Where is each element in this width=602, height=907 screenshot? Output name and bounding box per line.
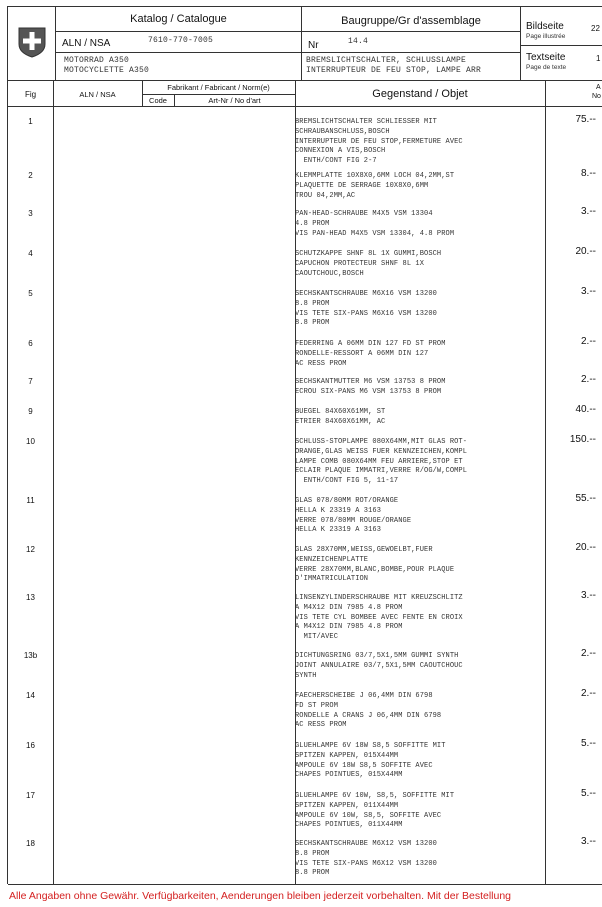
part-price: 2.-- (581, 374, 596, 385)
fig-number: 11 (26, 496, 35, 505)
part-description: GLAS 078/80MM ROT/ORANGE HELLA K 23319 A 3163 VERRE 078/80MM ROUGE/ORANGE HELLA K 23319 A 3163 (295, 497, 412, 535)
textseite-value: 1 (596, 54, 601, 63)
fig-number: 12 (26, 545, 35, 554)
part-description: PAN-HEAD-SCHRAUBE M4X5 VSM 13304 4.8 PROM VIS PAN-HEAD M4X5 VSM 13304, 4.8 PROM (295, 210, 455, 238)
part-price: 75.-- (575, 114, 596, 125)
bildseite-label: Bildseite (526, 21, 564, 32)
part-price: 5.-- (581, 788, 596, 799)
col-art-nr: Art-Nr / No d'art (208, 96, 261, 105)
disclaimer-text: Alle Angaben ohne Gewähr. Verfügbarkeiten, Aenderungen bleiben jederzeit vorbehalten. Mit der Bestellung (9, 890, 512, 902)
part-description: FEDERRING A 06MM DIN 127 FD ST PROM RONDELLE-RESSORT A 06MM DIN 127 AC RESS PROM (295, 340, 446, 368)
catalog-title: Katalog / Catalogue (130, 13, 227, 25)
nr-label: Nr (308, 40, 319, 51)
bildseite-sublabel: Page illustrée (526, 33, 566, 40)
part-price: 2.-- (581, 648, 596, 659)
swiss-cross-logo (17, 26, 47, 58)
col-aln: ALN / NSA (79, 90, 116, 99)
fig-number: 18 (26, 839, 35, 848)
logo-cell (8, 7, 56, 81)
part-price: 3.-- (581, 206, 596, 217)
part-price: 20.-- (575, 542, 596, 553)
group-name-de: BREMSLICHTSCHALTER, SCHLUSSLAMPE (306, 56, 467, 65)
fig-number: 13 (26, 593, 35, 602)
part-price: 2.-- (581, 688, 596, 699)
group-cell (302, 7, 521, 81)
part-description: GLUEHLAMPE 6V 10W, S8,5, SOFFITTE MIT SPITZEN KAPPEN, 011X44MM AMPOULE 6V 10W, S8,5, SOFFITE AVEC CHAPES POINTUES, 011X44MM (295, 792, 455, 830)
fig-number: 10 (26, 437, 35, 446)
col-fig: Fig (24, 90, 37, 99)
fig-number: 6 (28, 339, 33, 348)
part-description: SCHLUSS-STOPLAMPE 080X64MM,MIT GLAS ROT- ORANGE,GLAS WEISS FUER KENNZEICHEN,KOMPL LAMPE COMB 080X64MM FEU ARRIERE,STOP ET ECLAIR PLAQUE IMMATRI,VERRE R/OG/W,COMPL ENTH/CONT FIG 5, 11-17 (295, 438, 468, 486)
part-description: SECHSKANTSCHRAUBE M6X12 VSM 13200 8.8 PROM VIS TETE SIX-PANS M6X12 VSM 13200 8.8 PROM (295, 840, 437, 878)
fig-number: 4 (28, 249, 33, 258)
catalog-sheet (7, 6, 602, 884)
fig-number: 16 (26, 741, 35, 750)
part-description: SECHSKANTMUTTER M6 VSM 13753 8 PROM ECROU SIX-PANS M6 VSM 13753 8 PROM (295, 378, 446, 396)
fig-number: 1 (28, 117, 33, 126)
aln-label: ALN / NSA (62, 38, 111, 49)
fig-number: 14 (26, 691, 35, 700)
part-price: 20.-- (575, 246, 596, 257)
part-price: 3.-- (581, 836, 596, 847)
nr-value: 14.4 (348, 37, 369, 46)
part-price: 3.-- (581, 286, 596, 297)
col-manufacturer: Fabrikant / Fabricant / Norm(e) (167, 83, 270, 92)
part-description: BREMSLICHTSCHALTER SCHLIESSER MIT SCHRAUBANSCHLUSS,BOSCH INTERRUPTEUR DE FEU STOP,FERMETURE AVEC CONNEXION A VIS,BOSCH ENTH/CONT FIG 2-7 (295, 118, 463, 166)
page-info-cell (521, 7, 602, 81)
textseite-label: Textseite (526, 52, 566, 63)
part-description: GLUEHLAMPE 6V 18W S8,5 SOFFITTE MIT SPITZEN KAPPEN, 015X44MM AMPOULE 6V 18W S8,5 SOFFITE AVEC CHAPES POINTUES, 015X44MM (295, 742, 446, 780)
bildseite-value: 22 (591, 24, 600, 33)
part-description: DICHTUNGSRING 03/7,5X1,5MM GUMMI SYNTH JOINT ANNULAIRE 03/7,5X1,5MM CAOUTCHOUC SYNTH (295, 652, 463, 680)
fig-number: 17 (26, 791, 35, 800)
part-price: 55.-- (575, 493, 596, 504)
part-description: FAECHERSCHEIBE J 06,4MM DIN 6798 FD ST PROM RONDELLE A CRANS J 06,4MM DIN 6798 AC RESS PROM (295, 692, 442, 730)
part-price: 8.-- (581, 168, 596, 179)
aln-value: 7610-770-7005 (148, 36, 214, 45)
textseite-sublabel: Page de texte (526, 64, 567, 71)
column-header (8, 81, 602, 107)
part-description: KLEMMPLATTE 10X8X0,6MM LOCH 04,2MM,ST PLAQUETTE DE SERRAGE 10X8X0,6MM TROU 04,2MM,AC (295, 172, 455, 200)
col-anz-a: A (596, 84, 601, 91)
fig-number: 2 (28, 171, 33, 180)
part-description: SCHUTZKAPPE SHNF 8L 1X GUMMI,BOSCH CAPUCHON PROTECTEUR SHNF 8L 1X CAOUTCHOUC,BOSCH (295, 250, 442, 278)
part-price: 150.-- (569, 434, 596, 445)
col-anz-no: No (592, 93, 601, 100)
part-description: BUEGEL 84X60X61MM, ST ETRIER 84X60X61MM, AC (295, 408, 386, 426)
fig-number: 3 (28, 209, 33, 218)
fig-number: 13b (23, 651, 38, 660)
group-name-fr: INTERRUPTEUR DE FEU STOP, LAMPE ARR (306, 66, 482, 75)
col-code: Code (149, 96, 167, 105)
parts-table (8, 107, 602, 885)
part-price: 2.-- (581, 336, 596, 347)
fig-number: 9 (28, 407, 33, 416)
part-description: SECHSKANTSCHRAUBE M6X16 VSM 13200 8.8 PROM VIS TETE SIX-PANS M6X16 VSM 13200 8.8 PROM (295, 290, 437, 328)
group-title: Baugruppe/Gr d'assemblage (341, 15, 481, 27)
part-description: GLAS 28X70MM,WEISS,GEWOELBT,FUER KENNZEICHENPLATTE VERRE 28X70MM,BLANC,BOMBE,POUR PLAQUE D'IMMATRICULATION (295, 546, 455, 584)
fig-number: 7 (28, 377, 33, 386)
col-object: Gegenstand / Objet (372, 88, 468, 100)
part-price: 40.-- (575, 404, 596, 415)
part-price: 3.-- (581, 590, 596, 601)
catalog-cell (56, 7, 302, 81)
catalog-header (8, 7, 602, 81)
part-price: 5.-- (581, 738, 596, 749)
designation-fr: MOTOCYCLETTE A350 (64, 66, 150, 75)
designation-de: MOTORRAD A350 (64, 56, 130, 65)
fig-number: 5 (28, 289, 33, 298)
part-description: LINSENZYLINDERSCHRAUBE MIT KREUZSCHLITZ A M4X12 DIN 7985 4.8 PROM VIS TETE CYL BOMBEE AVEC FENTE EN CROIX A M4X12 DIN 7985 4.8 PROM MIT/AVEC (295, 594, 463, 642)
parts-list (8, 107, 602, 885)
